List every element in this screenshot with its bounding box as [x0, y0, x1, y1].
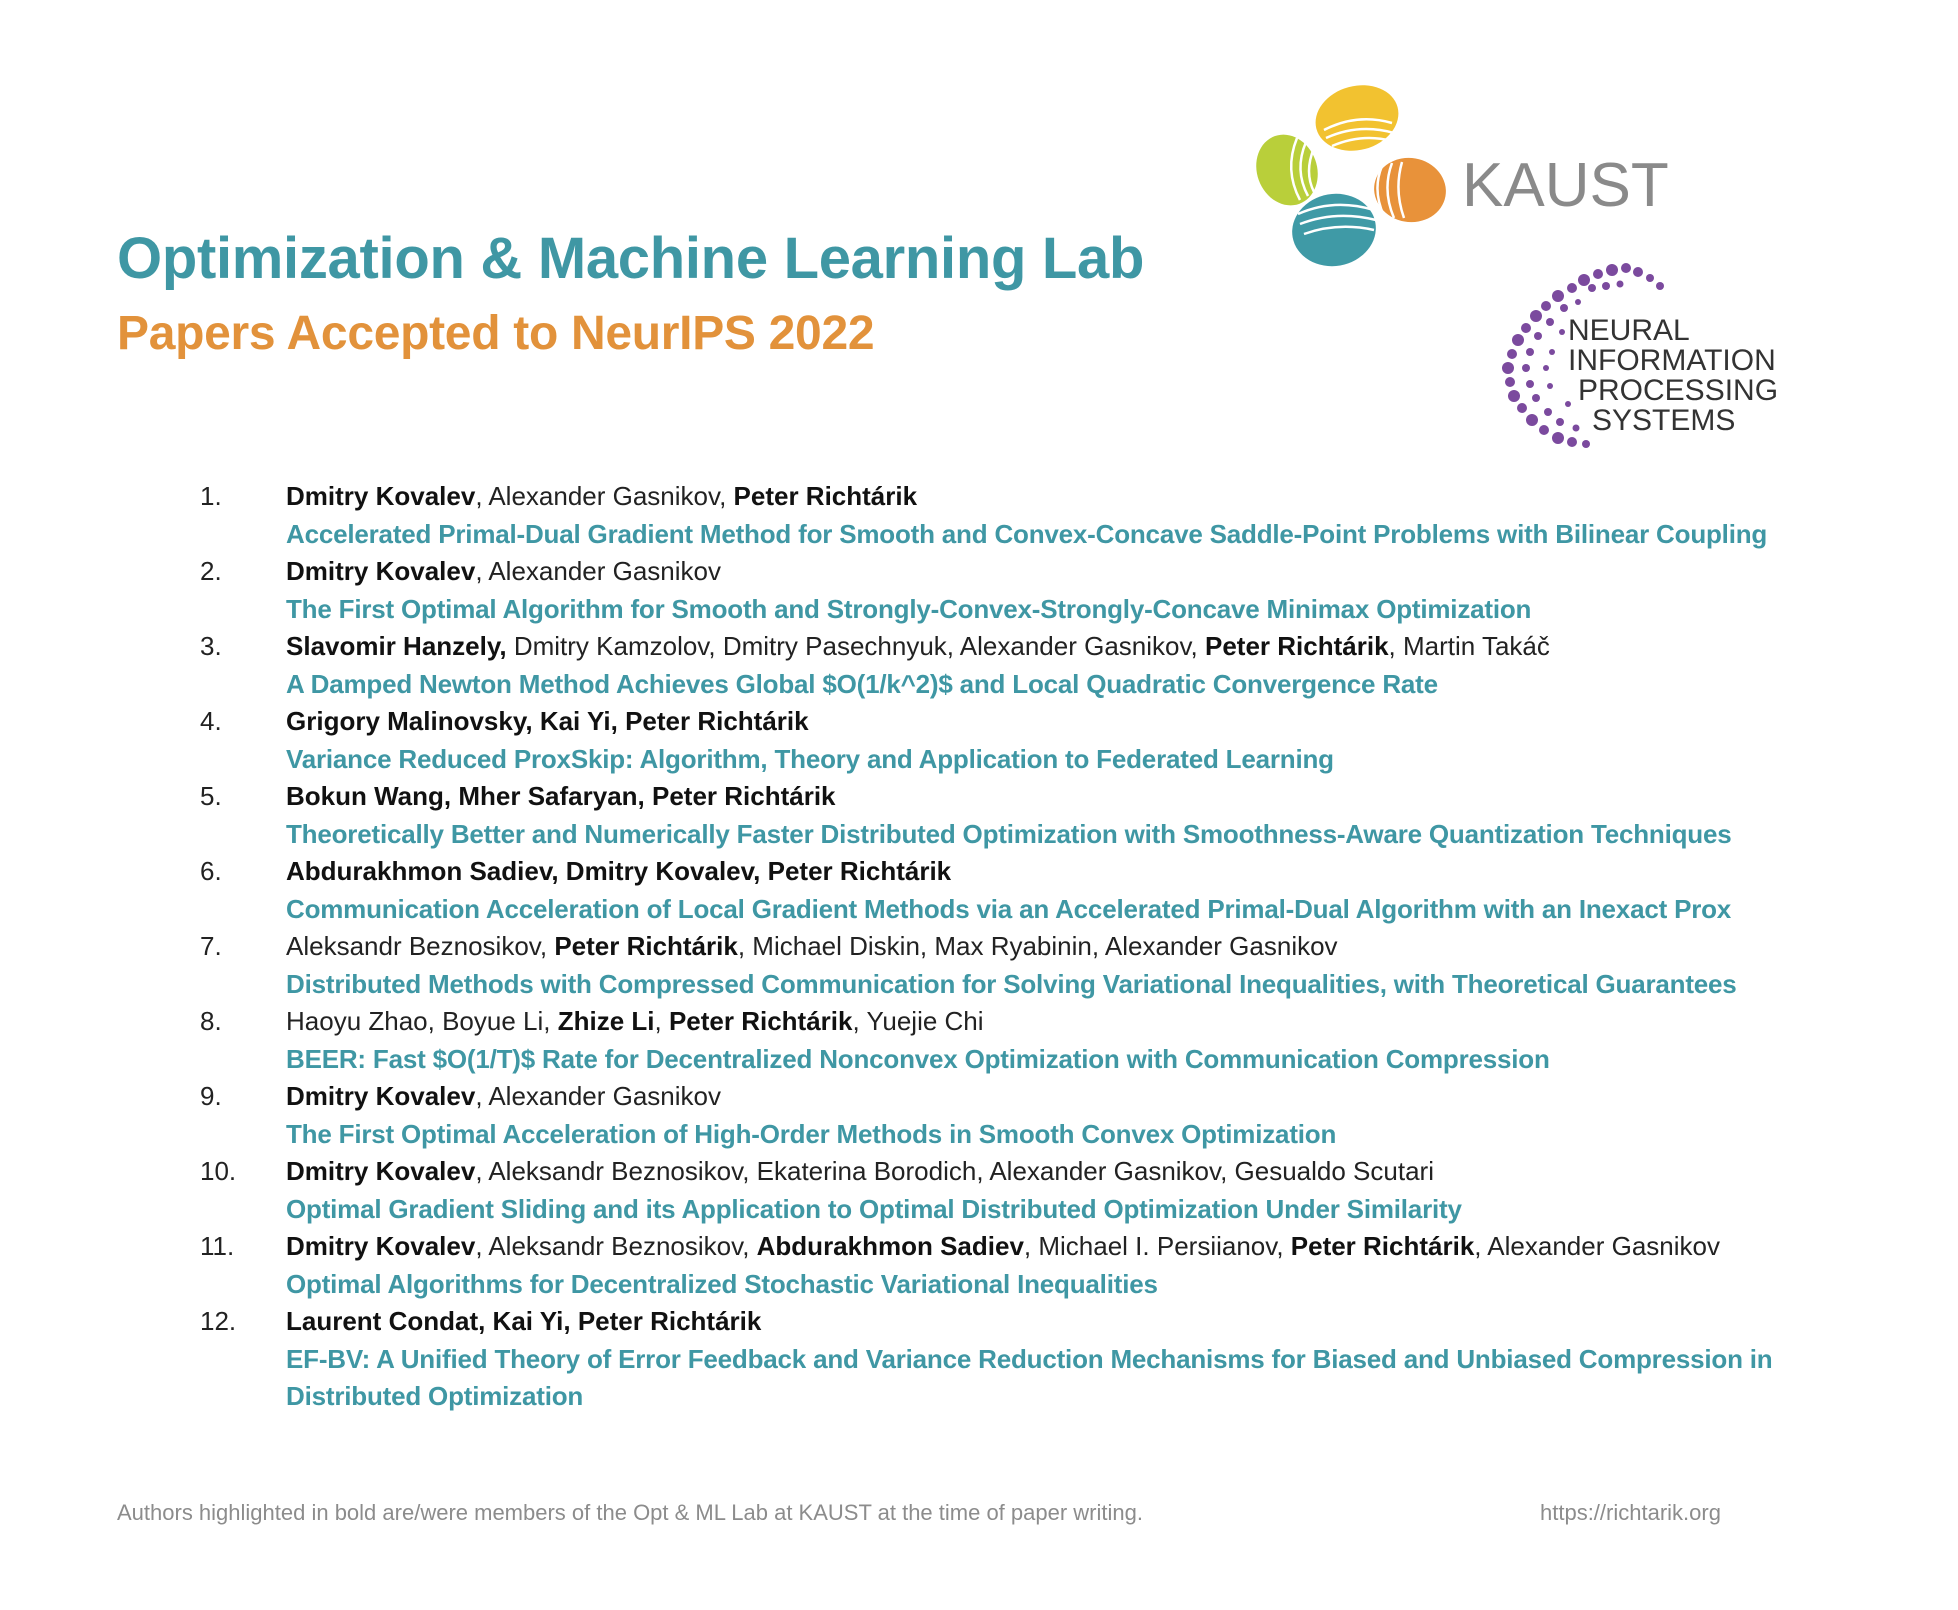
author-name: , Michael Diskin, Max Ryabinin, Alexander Gasnikov	[737, 931, 1338, 961]
paper-authors	[286, 1303, 1836, 1341]
author-name: Aleksandr Beznosikov,	[286, 931, 555, 961]
author-name: , Alexander Gasnikov	[475, 556, 722, 586]
paper-body	[286, 928, 1836, 1003]
paper-title[interactable]: Accelerated Primal-Dual Gradient Method for Smooth and Convex-Concave Saddle-Point Problems with Bilinear Coupling	[286, 518, 1768, 549]
paper-item	[0, 628, 1958, 703]
paper-number: 7.	[200, 931, 222, 961]
paper-item	[0, 1078, 1958, 1153]
paper-title[interactable]: BEER: Fast $O(1/T)$ Rate for Decentralized Nonconvex Optimization with Communication Compression	[286, 1043, 1550, 1074]
neurips-line-4: SYSTEMS	[1592, 404, 1736, 437]
paper-number: 6.	[200, 856, 222, 886]
paper-item	[0, 478, 1958, 553]
lab-author-name: Dmitry Kovalev	[286, 1231, 476, 1261]
author-name: , Alexander Gasnikov	[1474, 1231, 1720, 1261]
paper-title[interactable]: A Damped Newton Method Achieves Global $O(1/k^2)$ and Local Quadratic Convergence Rate	[286, 668, 1438, 699]
author-name: Dmitry Kamzolov, Dmitry Pasechnyuk, Alexander Gasnikov,	[506, 631, 1205, 661]
lab-author-name: Abdurakhmon Sadiev, Dmitry Kovalev, Peter Richtárik	[286, 856, 952, 886]
paper-item	[0, 1153, 1958, 1228]
paper-body	[286, 1228, 1836, 1303]
paper-body	[286, 478, 1836, 553]
neurips-line-1: NEURAL	[1568, 314, 1689, 347]
paper-item	[0, 1003, 1958, 1078]
lab-author-name: Grigory Malinovsky, Kai Yi, Peter Richtárik	[286, 706, 809, 736]
paper-number: 8.	[200, 1006, 222, 1036]
paper-number: 11.	[200, 1231, 235, 1261]
paper-number: 5.	[200, 781, 222, 811]
paper-title[interactable]: Theoretically Better and Numerically Faster Distributed Optimization with Smoothness-Aware Quantization Techniques	[286, 818, 1732, 849]
lab-author-name: Slavomir Hanzely,	[286, 631, 507, 661]
paper-item	[0, 553, 1958, 628]
footer-note: Authors highlighted in bold are/were members of the Opt & ML Lab at KAUST at the time of paper writing.	[117, 1500, 1143, 1525]
lab-author-name: Abdurakhmon Sadiev	[756, 1231, 1024, 1261]
paper-authors	[286, 1153, 1836, 1191]
author-name: , Alexander Gasnikov,	[475, 481, 734, 511]
paper-item	[0, 928, 1958, 1003]
paper-list	[0, 478, 1958, 1416]
lab-author-name: Zhize Li	[557, 1006, 655, 1036]
neurips-line-3: PROCESSING	[1578, 374, 1779, 407]
author-name: , Martin Takáč	[1388, 631, 1550, 661]
paper-body	[286, 778, 1836, 853]
paper-authors	[286, 553, 1836, 591]
page-title: Optimization & Machine Learning Lab	[117, 226, 1145, 291]
paper-number: 3.	[200, 631, 222, 661]
footer-url[interactable]: https://richtarik.org	[1540, 1500, 1721, 1525]
paper-item	[0, 703, 1958, 778]
paper-title[interactable]: Optimal Gradient Sliding and its Application to Optimal Distributed Optimization Under Similarity	[286, 1193, 1462, 1224]
paper-item	[0, 853, 1958, 928]
author-name: , Alexander Gasnikov	[475, 1081, 722, 1111]
kaust-logo	[1242, 78, 1669, 278]
paper-number: 4.	[200, 706, 222, 736]
paper-body	[286, 1003, 1836, 1078]
author-name: Haoyu Zhao, Boyue Li,	[286, 1006, 558, 1036]
paper-title[interactable]: Distributed Methods with Compressed Communication for Solving Variational Inequalities, with Theoretical Guarantees	[286, 968, 1737, 999]
lab-author-name: Dmitry Kovalev	[286, 556, 476, 586]
paper-body	[286, 1303, 1836, 1416]
paper-authors	[286, 1228, 1836, 1266]
paper-authors	[286, 1078, 1836, 1116]
paper-authors	[286, 703, 1836, 741]
paper-body	[286, 1153, 1836, 1228]
kaust-petal-logo-icon	[1246, 76, 1451, 273]
paper-body	[286, 1078, 1836, 1153]
author-name: , Aleksandr Beznosikov, Ekaterina Borodich, Alexander Gasnikov, Gesualdo Scutari	[475, 1156, 1434, 1186]
paper-title[interactable]: Communication Acceleration of Local Gradient Methods via an Accelerated Primal-Dual Algorithm with an Inexact Prox	[286, 893, 1732, 924]
paper-authors	[286, 928, 1836, 966]
paper-title[interactable]: The First Optimal Algorithm for Smooth and Strongly-Convex-Strongly-Concave Minimax Optimization	[286, 593, 1532, 624]
paper-number: 1.	[200, 481, 222, 511]
paper-title[interactable]: EF-BV: A Unified Theory of Error Feedback and Variance Reduction Mechanisms for Biased and Unbiased Compression in Distributed Optimization	[286, 1343, 1773, 1411]
paper-authors	[286, 1003, 1836, 1041]
paper-number: 2.	[200, 556, 222, 586]
paper-title[interactable]: Optimal Algorithms for Decentralized Stochastic Variational Inequalities	[286, 1268, 1158, 1299]
kaust-wordmark: KAUST	[1462, 151, 1669, 220]
neurips-line-2: INFORMATION	[1568, 344, 1776, 377]
paper-authors	[286, 778, 1836, 816]
paper-title[interactable]: The First Optimal Acceleration of High-Order Methods in Smooth Convex Optimization	[286, 1118, 1337, 1149]
paper-authors	[286, 478, 1836, 516]
lab-author-name: Dmitry Kovalev	[286, 1081, 476, 1111]
lab-author-name: Peter Richtárik	[1205, 631, 1389, 661]
author-name: , Yuejie Chi	[852, 1006, 984, 1036]
paper-title[interactable]: Variance Reduced ProxSkip: Algorithm, Theory and Application to Federated Learning	[286, 743, 1334, 774]
paper-number: 9.	[200, 1081, 222, 1111]
page-subtitle: Papers Accepted to NeurIPS 2022	[117, 307, 875, 360]
paper-body	[286, 553, 1836, 628]
lab-author-name: Laurent Condat, Kai Yi, Peter Richtárik	[286, 1306, 762, 1336]
paper-body	[286, 703, 1836, 778]
paper-item	[0, 1228, 1958, 1303]
lab-author-name: Bokun Wang, Mher Safaryan, Peter Richtárik	[286, 781, 836, 811]
paper-body	[286, 628, 1836, 703]
paper-item	[0, 1303, 1958, 1416]
paper-number: 12.	[200, 1306, 237, 1336]
svg-text:NEURAL INFORMATION PRO	[1568, 314, 1786, 437]
paper-authors	[286, 853, 1836, 891]
author-name: ,	[654, 1006, 669, 1036]
paper-body	[286, 853, 1836, 928]
lab-author-name: Peter Richtárik	[668, 1006, 853, 1036]
author-name: , Aleksandr Beznosikov,	[475, 1231, 757, 1261]
paper-authors	[286, 628, 1836, 666]
lab-author-name: Dmitry Kovalev	[286, 481, 476, 511]
lab-author-name: Dmitry Kovalev	[286, 1156, 476, 1186]
lab-author-name: Peter Richtárik	[554, 931, 738, 961]
paper-item	[0, 778, 1958, 853]
paper-number: 10.	[200, 1156, 237, 1186]
author-name: , Michael I. Persiianov,	[1023, 1231, 1291, 1261]
neurips-logo	[1492, 258, 1792, 458]
lab-author-name: Peter Richtárik	[733, 481, 918, 511]
lab-author-name: Peter Richtárik	[1290, 1231, 1475, 1261]
